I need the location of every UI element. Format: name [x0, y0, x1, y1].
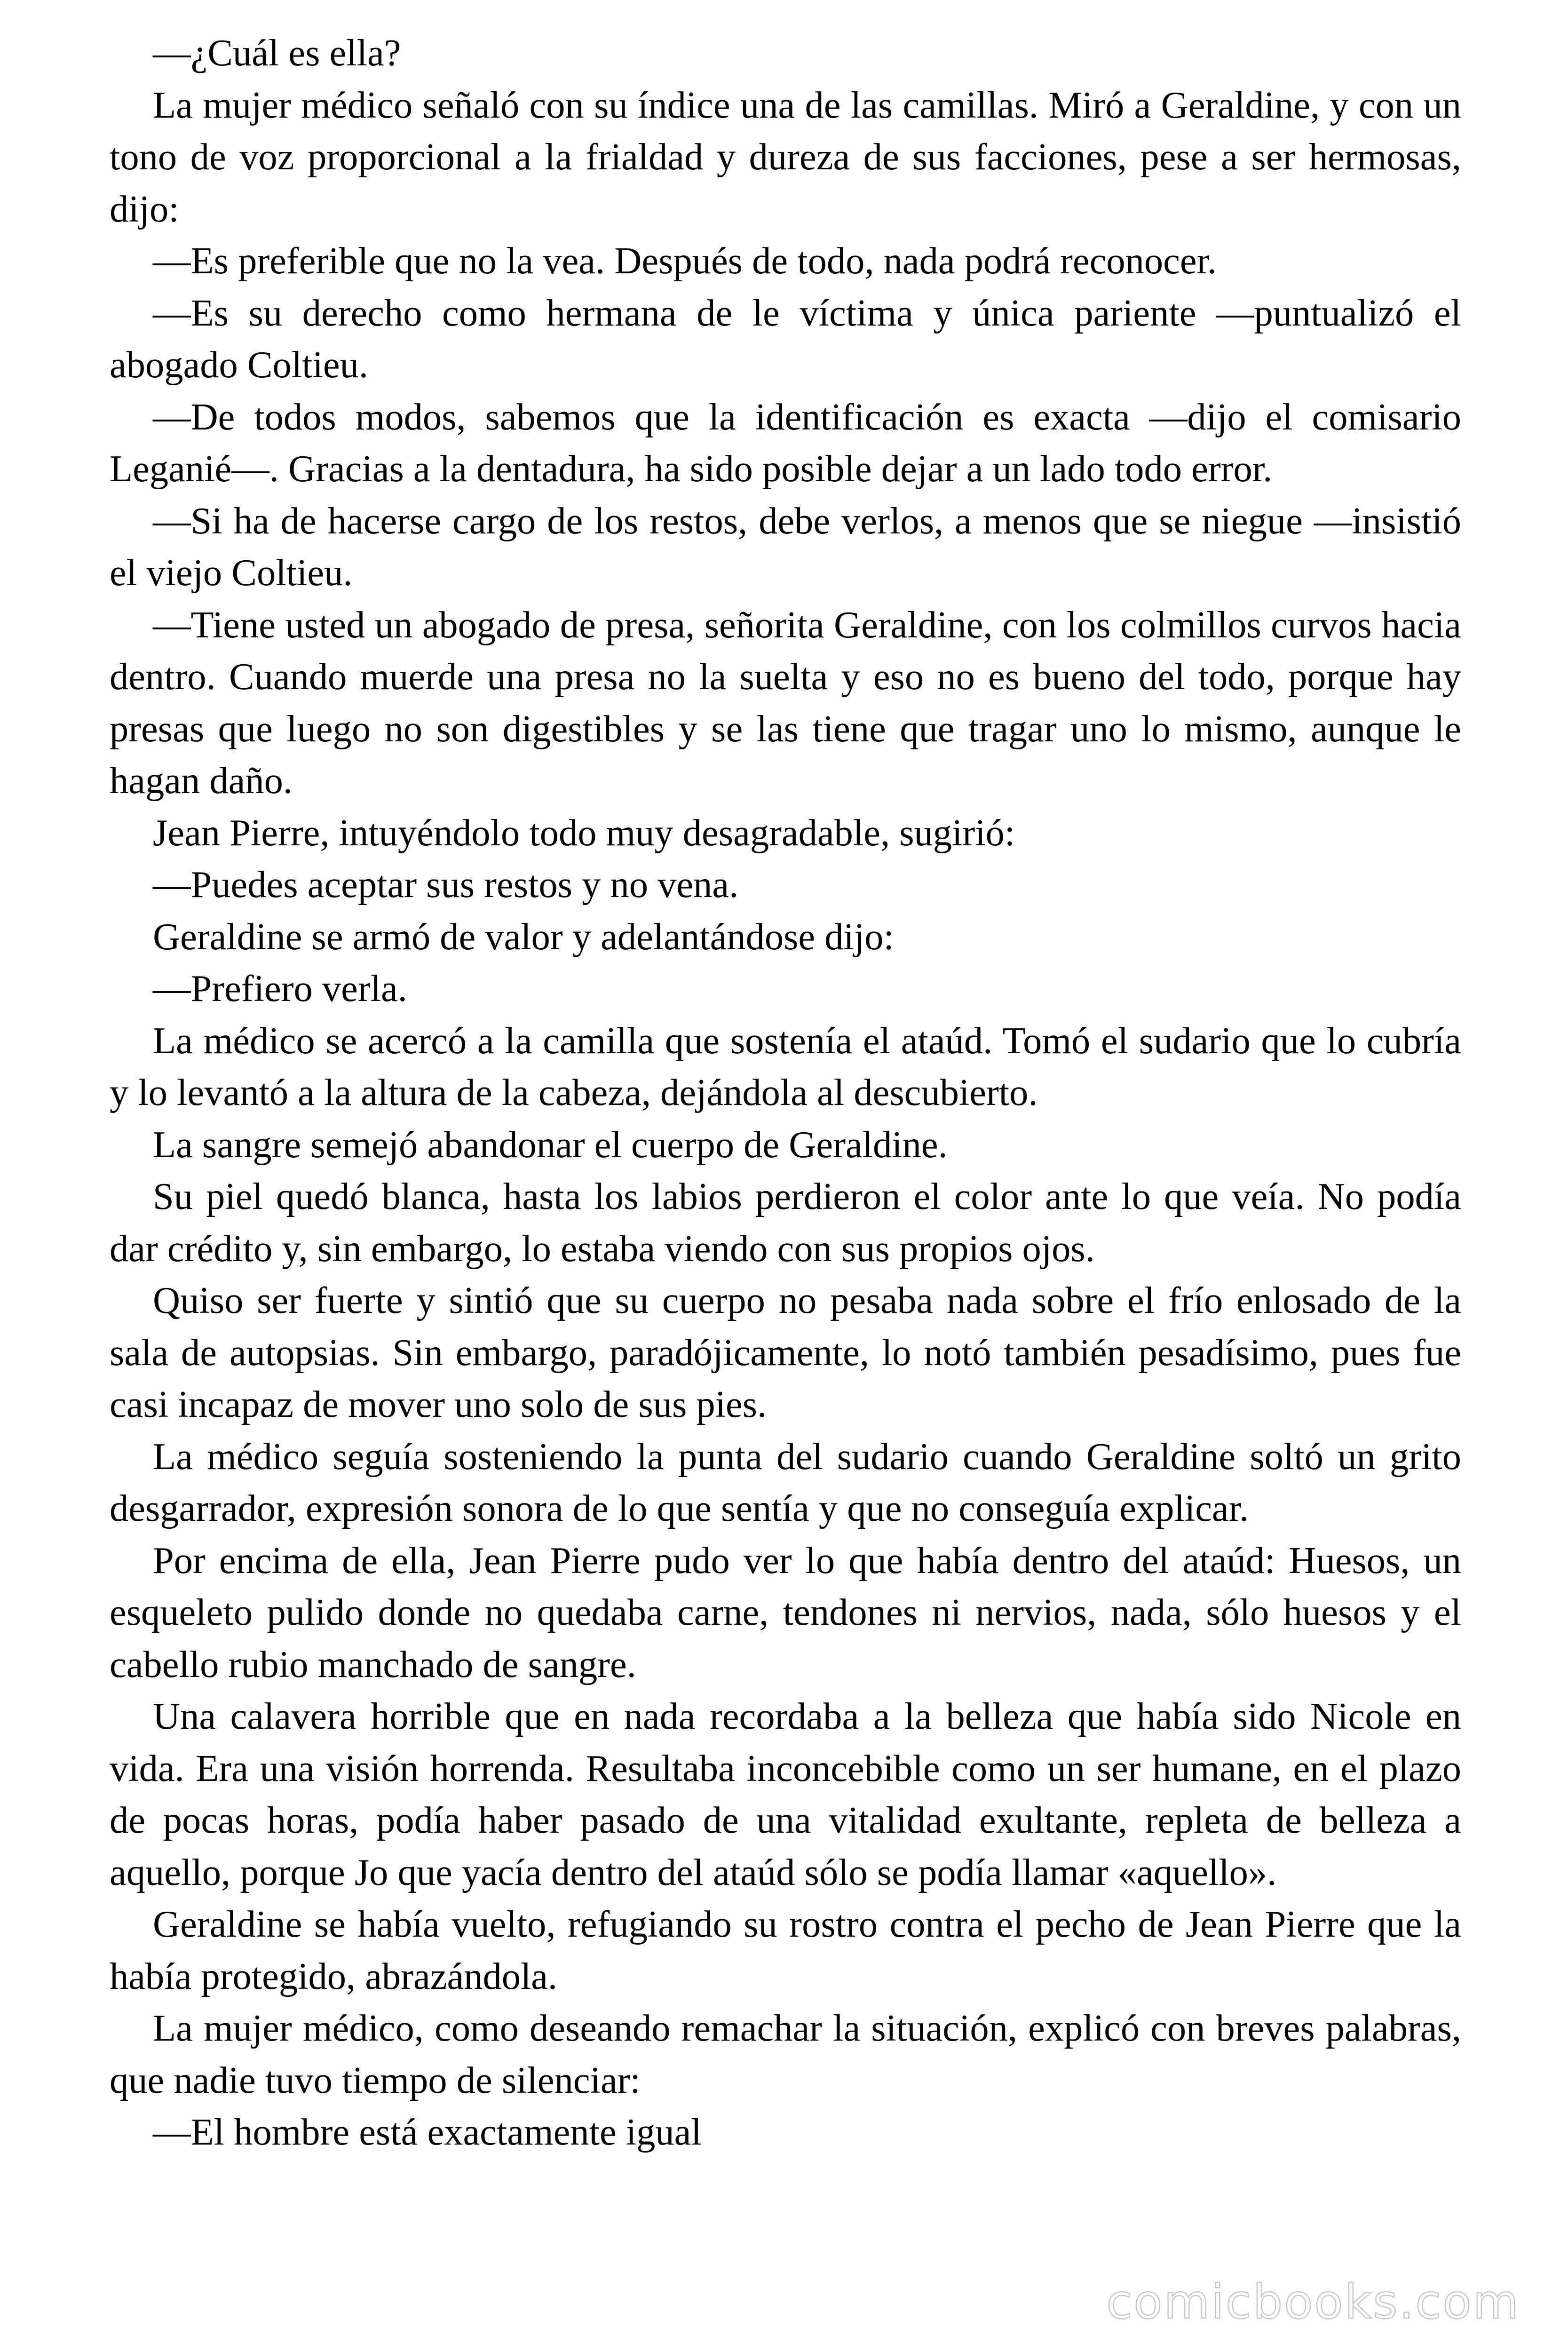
paragraph: —Tiene usted un abogado de presa, señorita Geraldine, con los colmillos curvos hacia dentro. Cuando muerde una presa no la suelta y eso no es bueno del todo, porque hay presas que luego no son digestibles y se las tiene que tragar uno lo mismo, aunque le hagan daño.	[110, 604, 1461, 802]
paragraph: Quiso ser fuerte y sintió que su cuerpo no pesaba nada sobre el frío enlosado de la sala de autopsias. Sin embargo, paradójicamente, lo notó también pesadísimo, pues fue casi incapaz de mover uno solo de sus pies.	[110, 1279, 1461, 1425]
paragraph: La mujer médico, como deseando remachar la situación, explicó con breves palabras, que nadie tuvo tiempo de silenciar:	[110, 2007, 1461, 2101]
paragraph: Su piel quedó blanca, hasta los labios perdieron el color ante lo que veía. No podía dar crédito y, sin embargo, lo estaba viendo con sus propios ojos.	[110, 1176, 1461, 1270]
paragraph: Por encima de ella, Jean Pierre pudo ver lo que había dentro del ataúd: Huesos, un esqueleto pulido donde no quedaba carne, tendones ni nervios, nada, sólo huesos y el cabello rubio manchado de sangre.	[110, 1539, 1461, 1685]
watermark: comicbooks.com	[1106, 2274, 1520, 2329]
page-text	[110, 27, 1461, 2159]
paragraph: —Es su derecho como hermana de le víctima y única pariente —puntualizó el abogado Coltieu.	[110, 292, 1461, 386]
paragraph: —Si ha de hacerse cargo de los restos, debe verlos, a menos que se niegue —insistió el viejo Coltieu.	[110, 500, 1461, 594]
paragraph: —El hombre está exactamente igual	[153, 2111, 702, 2153]
paragraph: Geraldine se había vuelto, refugiando su rostro contra el pecho de Jean Pierre que la había protegido, abrazándola.	[110, 1903, 1461, 1997]
paragraph: —Es preferible que no la vea. Después de todo, nada podrá reconocer.	[153, 240, 1217, 282]
paragraph: —Puedes aceptar sus restos y no vena.	[153, 864, 739, 906]
paragraph: La mujer médico señaló con su índice una de las camillas. Miró a Geraldine, y con un tono de voz proporcional a la frialdad y dureza de sus facciones, pese a ser hermosas, dijo:	[110, 84, 1461, 230]
paragraph: La médico se acercó a la camilla que sostenía el ataúd. Tomó el sudario que lo cubría y lo levantó a la altura de la cabeza, dejándola al descubierto.	[110, 1019, 1461, 1113]
paragraph: Geraldine se armó de valor y adelantándose dijo:	[153, 915, 894, 958]
paragraph: La médico seguía sosteniendo la punta del sudario cuando Geraldine soltó un grito desgarrador, expresión sonora de lo que sentía y que no conseguía explicar.	[110, 1435, 1461, 1529]
paragraph: Una calavera horrible que en nada recordaba a la belleza que había sido Nicole en vida. Era una visión horrenda. Resultaba inconcebible como un ser humane, en el plazo de pocas horas, podía haber pasado de una vitalidad exultante, repleta de belleza a aquello, porque Jo que yacía dentro del ataúd sólo se podía llamar «aquello».	[110, 1695, 1461, 1893]
paragraph: —De todos modos, sabemos que la identificación es exacta —dijo el comisario Leganié—. Gracias a la dentadura, ha sido posible dejar a un lado todo error.	[110, 396, 1461, 490]
paragraph: La sangre semejó abandonar el cuerpo de Geraldine.	[153, 1123, 948, 1166]
paragraph: Jean Pierre, intuyéndolo todo muy desagradable, sugirió:	[153, 811, 1015, 854]
paragraph: —¿Cuál es ella?	[153, 32, 401, 74]
paragraph: —Prefiero verla.	[153, 968, 407, 1009]
